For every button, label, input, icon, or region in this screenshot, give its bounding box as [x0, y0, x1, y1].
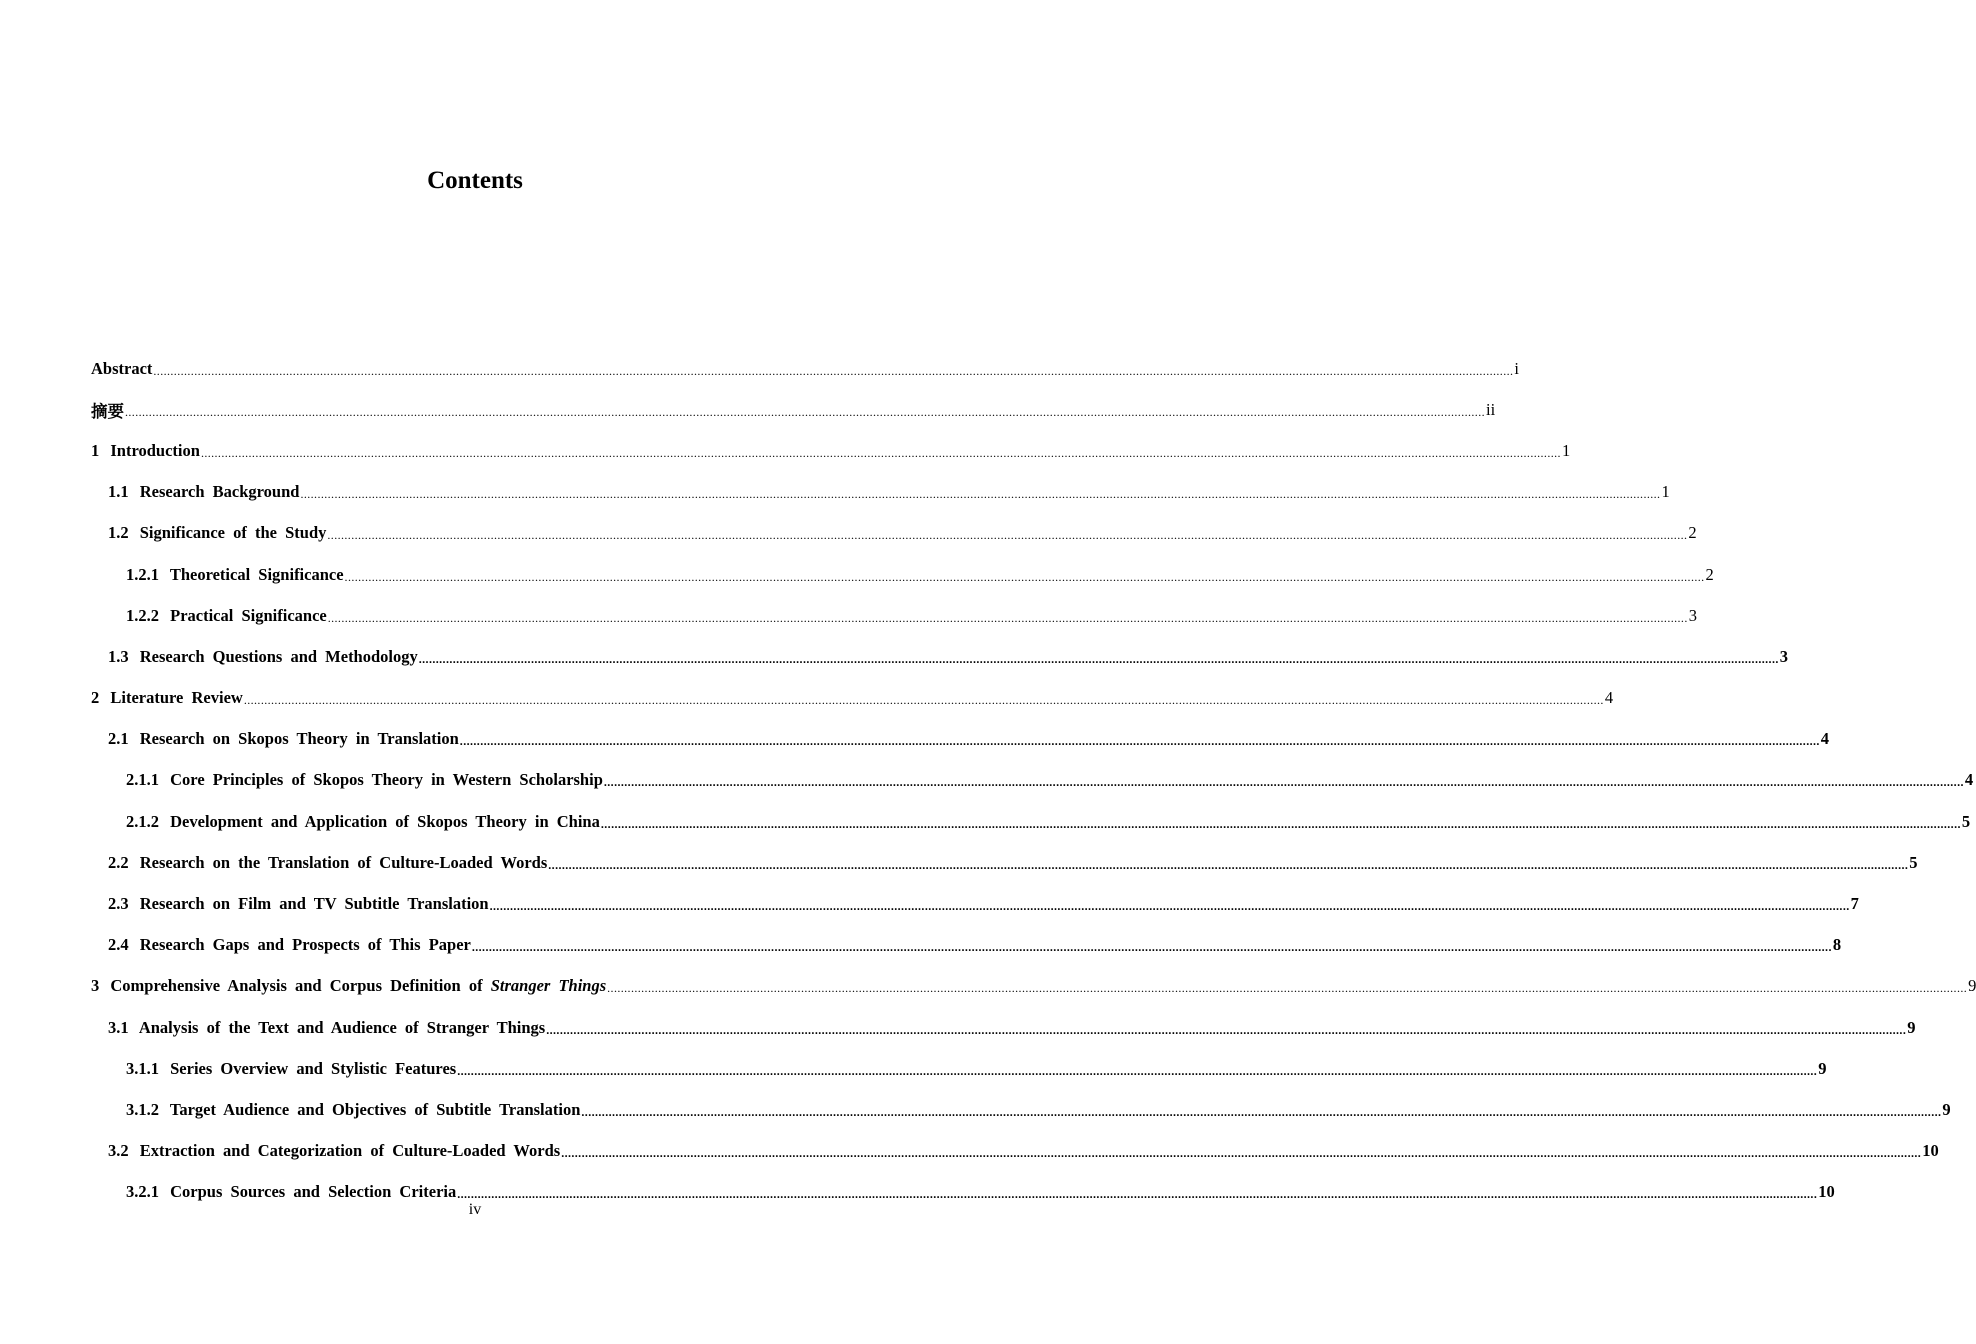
toc-entry-text: Literature Review — [110, 688, 243, 708]
toc-entry-label — [126, 606, 327, 626]
toc-entry-number: 3 — [91, 976, 100, 996]
toc-entry-number: 1.1 — [108, 482, 129, 502]
toc-entry[interactable] — [91, 966, 1976, 1007]
toc-entry-number: 2.2 — [108, 852, 129, 872]
toc-entry-label — [126, 1059, 456, 1079]
toc-entry-number: 2.1.2 — [126, 811, 159, 831]
toc-entry-text: Research Gaps and Prospects of This Paper — [139, 935, 471, 955]
toc-entry-label — [108, 523, 326, 543]
toc-entry-text: 摘要 — [91, 401, 124, 421]
toc-entry-number: 3.1.1 — [126, 1058, 159, 1078]
toc-entry-page: 9 — [1818, 1058, 1827, 1078]
toc-entry-text: Analysis of the Text and Audience of Stranger Things — [138, 1017, 546, 1037]
toc-dot-leader: ................................................................................................................................................................................................................................................................................................................................................................................................................ — [457, 1187, 1818, 1202]
toc-entry-page: ii — [1486, 399, 1496, 419]
toc-entry-text: Research on the Translation of Culture-Loaded Words — [139, 852, 548, 872]
toc-entry-label — [91, 976, 606, 996]
toc-entry[interactable] — [91, 1007, 1916, 1048]
toc-entry-page: 3 — [1779, 646, 1788, 666]
toc-entry-label — [108, 729, 459, 749]
toc-dot-leader: ................................................................................................................................................................................................................................................................................................................................................................................................................ — [459, 734, 1820, 749]
toc-entry-page: 10 — [1818, 1182, 1835, 1202]
toc-entry-text: Research on Skopos Theory in Translation — [139, 729, 459, 749]
toc-dot-leader: ................................................................................................................................................................................................................................................................................................................................................................................................................ — [600, 816, 1961, 831]
toc-entry-number: 2 — [91, 688, 100, 708]
toc-entry-label — [108, 482, 299, 502]
toc-dot-leader: ................................................................................................................................................................................................................................................................................................................................................................................................................ — [153, 363, 1514, 378]
toc-entry[interactable] — [91, 1089, 1951, 1130]
toc-entry-label — [126, 812, 600, 832]
toc-entry[interactable] — [91, 719, 1830, 760]
toc-dot-leader: ................................................................................................................................................................................................................................................................................................................................................................................................................ — [548, 857, 1909, 872]
toc-entry-text: Comprehensive Analysis and Corpus Definition of — [110, 976, 491, 996]
toc-dot-leader: ................................................................................................................................................................................................................................................................................................................................................................................................................ — [581, 1104, 1942, 1119]
toc-entry[interactable] — [91, 513, 1697, 554]
toc-entry-page: 9 — [1968, 976, 1976, 996]
toc-entry-number: 1.3 — [108, 646, 129, 666]
toc-entry-page: 5 — [1909, 852, 1918, 872]
toc-entry-page: 9 — [1907, 1017, 1916, 1037]
toc-entry[interactable] — [91, 348, 1519, 389]
toc-entry-number: 1.2 — [108, 523, 129, 543]
toc-entry-page: 4 — [1964, 770, 1974, 790]
toc-entry-page: 3 — [1688, 605, 1697, 625]
toc-entry-label — [91, 688, 243, 708]
toc-entry-text: Theoretical Significance — [169, 564, 344, 584]
toc-dot-leader: ................................................................................................................................................................................................................................................................................................................................................................................................................ — [327, 528, 1688, 543]
toc-entry-text: Target Audience and Objectives of Subtitle Translation — [169, 1099, 581, 1119]
toc-entry-number: 2.1.1 — [126, 770, 159, 790]
page-number: iv — [468, 1201, 482, 1218]
toc-entry-page: 4 — [1820, 729, 1830, 749]
toc-entry-text: Introduction — [110, 440, 200, 460]
toc-entry-label — [91, 398, 124, 422]
toc-entry[interactable] — [91, 430, 1571, 471]
toc-dot-leader: ................................................................................................................................................................................................................................................................................................................................................................................................................ — [300, 487, 1661, 502]
toc-entry-number: 1.2.1 — [126, 564, 159, 584]
table-of-contents — [91, 348, 1976, 1213]
toc-dot-leader: ................................................................................................................................................................................................................................................................................................................................................................................................................ — [344, 569, 1705, 584]
toc-entry-text: Development and Application of Skopos Theory in China — [170, 811, 600, 831]
toc-entry[interactable] — [91, 678, 1614, 719]
toc-entry-number: 3.1.2 — [126, 1099, 159, 1119]
page-title: Contents — [427, 167, 523, 194]
toc-entry[interactable] — [91, 1131, 1939, 1172]
toc-entry[interactable] — [91, 554, 1714, 595]
toc-entry-page: 1 — [1561, 440, 1571, 460]
toc-entry-page: i — [1514, 358, 1519, 378]
toc-entry-label — [108, 1141, 560, 1161]
toc-entry-text: Abstract — [91, 358, 153, 378]
toc-entry-italic-title: Stranger Things — [490, 976, 607, 996]
toc-entry-text: Research Questions and Methodology — [139, 646, 418, 666]
toc-entry-number: 3.2.1 — [126, 1182, 159, 1202]
toc-entry[interactable] — [91, 595, 1697, 636]
toc-entry-page: 1 — [1661, 482, 1670, 502]
toc-entry[interactable] — [91, 842, 1918, 883]
toc-entry-text: Extraction and Categorization of Culture-Loaded Words — [139, 1141, 561, 1161]
toc-entry-text: Research on Film and TV Subtitle Translation — [139, 894, 489, 914]
toc-entry-text: Series Overview and Stylistic Features — [170, 1058, 457, 1078]
toc-entry[interactable] — [91, 1048, 1827, 1089]
toc-entry-page: 7 — [1850, 894, 1859, 914]
toc-entry-label — [108, 894, 489, 914]
toc-dot-leader: ................................................................................................................................................................................................................................................................................................................................................................................................................ — [546, 1022, 1907, 1037]
toc-entry[interactable] — [91, 801, 1971, 842]
toc-entry-text: Practical Significance — [170, 605, 327, 625]
toc-entry-label — [126, 770, 603, 790]
toc-entry-label — [91, 441, 200, 461]
toc-dot-leader: ................................................................................................................................................................................................................................................................................................................................................................................................................ — [607, 981, 1968, 996]
toc-entry-number: 1.2.2 — [126, 605, 159, 625]
toc-entry-page: 8 — [1832, 935, 1842, 955]
toc-entry-text: Significance of the Study — [139, 523, 327, 543]
toc-dot-leader: ................................................................................................................................................................................................................................................................................................................................................................................................................ — [561, 1146, 1922, 1161]
toc-entry-page: 5 — [1961, 811, 1971, 831]
toc-entry[interactable] — [91, 472, 1670, 513]
toc-dot-leader: ................................................................................................................................................................................................................................................................................................................................................................................................................ — [489, 899, 1850, 914]
toc-dot-leader: ................................................................................................................................................................................................................................................................................................................................................................................................................ — [243, 693, 1604, 708]
toc-entry-label — [108, 935, 471, 955]
toc-entry-text: Research Background — [139, 482, 300, 502]
toc-entry-page: 4 — [1604, 688, 1614, 708]
toc-dot-leader: ................................................................................................................................................................................................................................................................................................................................................................................................................ — [418, 651, 1779, 666]
toc-entry-label — [108, 647, 418, 667]
toc-dot-leader: ................................................................................................................................................................................................................................................................................................................................................................................................................ — [457, 1063, 1818, 1078]
toc-entry-number: 2.3 — [108, 894, 129, 914]
toc-entry-label — [108, 1018, 545, 1038]
toc-entry-number: 1 — [91, 440, 100, 460]
toc-entry[interactable] — [91, 636, 1788, 677]
toc-entry[interactable] — [91, 883, 1859, 924]
toc-entry-number: 3.1 — [108, 1017, 129, 1037]
toc-entry-page: 2 — [1688, 523, 1697, 543]
toc-entry[interactable] — [91, 925, 1842, 966]
toc-entry-number: 2.1 — [108, 729, 129, 749]
toc-entry[interactable] — [91, 760, 1974, 801]
toc-entry-label — [126, 565, 344, 585]
toc-entry-page: 10 — [1922, 1141, 1939, 1161]
toc-entry[interactable] — [91, 389, 1496, 430]
toc-entry-label — [126, 1182, 456, 1202]
toc-entry-number: 2.4 — [108, 935, 129, 955]
toc-dot-leader: ................................................................................................................................................................................................................................................................................................................................................................................................................ — [327, 610, 1688, 625]
toc-entry-number: 3.2 — [108, 1141, 129, 1161]
toc-entry-text: Core Principles of Skopos Theory in Western Scholarship — [170, 770, 603, 790]
toc-dot-leader: ................................................................................................................................................................................................................................................................................................................................................................................................................ — [200, 445, 1561, 460]
toc-dot-leader: ................................................................................................................................................................................................................................................................................................................................................................................................................ — [603, 775, 1964, 790]
toc-entry-text: Corpus Sources and Selection Criteria — [170, 1182, 457, 1202]
toc-entry-label — [108, 853, 547, 873]
toc-entry-label — [126, 1100, 580, 1120]
toc-entry-page: 2 — [1705, 564, 1714, 584]
toc-dot-leader: ................................................................................................................................................................................................................................................................................................................................................................................................................ — [125, 404, 1485, 419]
toc-entry-label — [91, 359, 152, 379]
toc-dot-leader: ................................................................................................................................................................................................................................................................................................................................................................................................................ — [471, 940, 1832, 955]
toc-entry-page: 9 — [1942, 1099, 1951, 1119]
